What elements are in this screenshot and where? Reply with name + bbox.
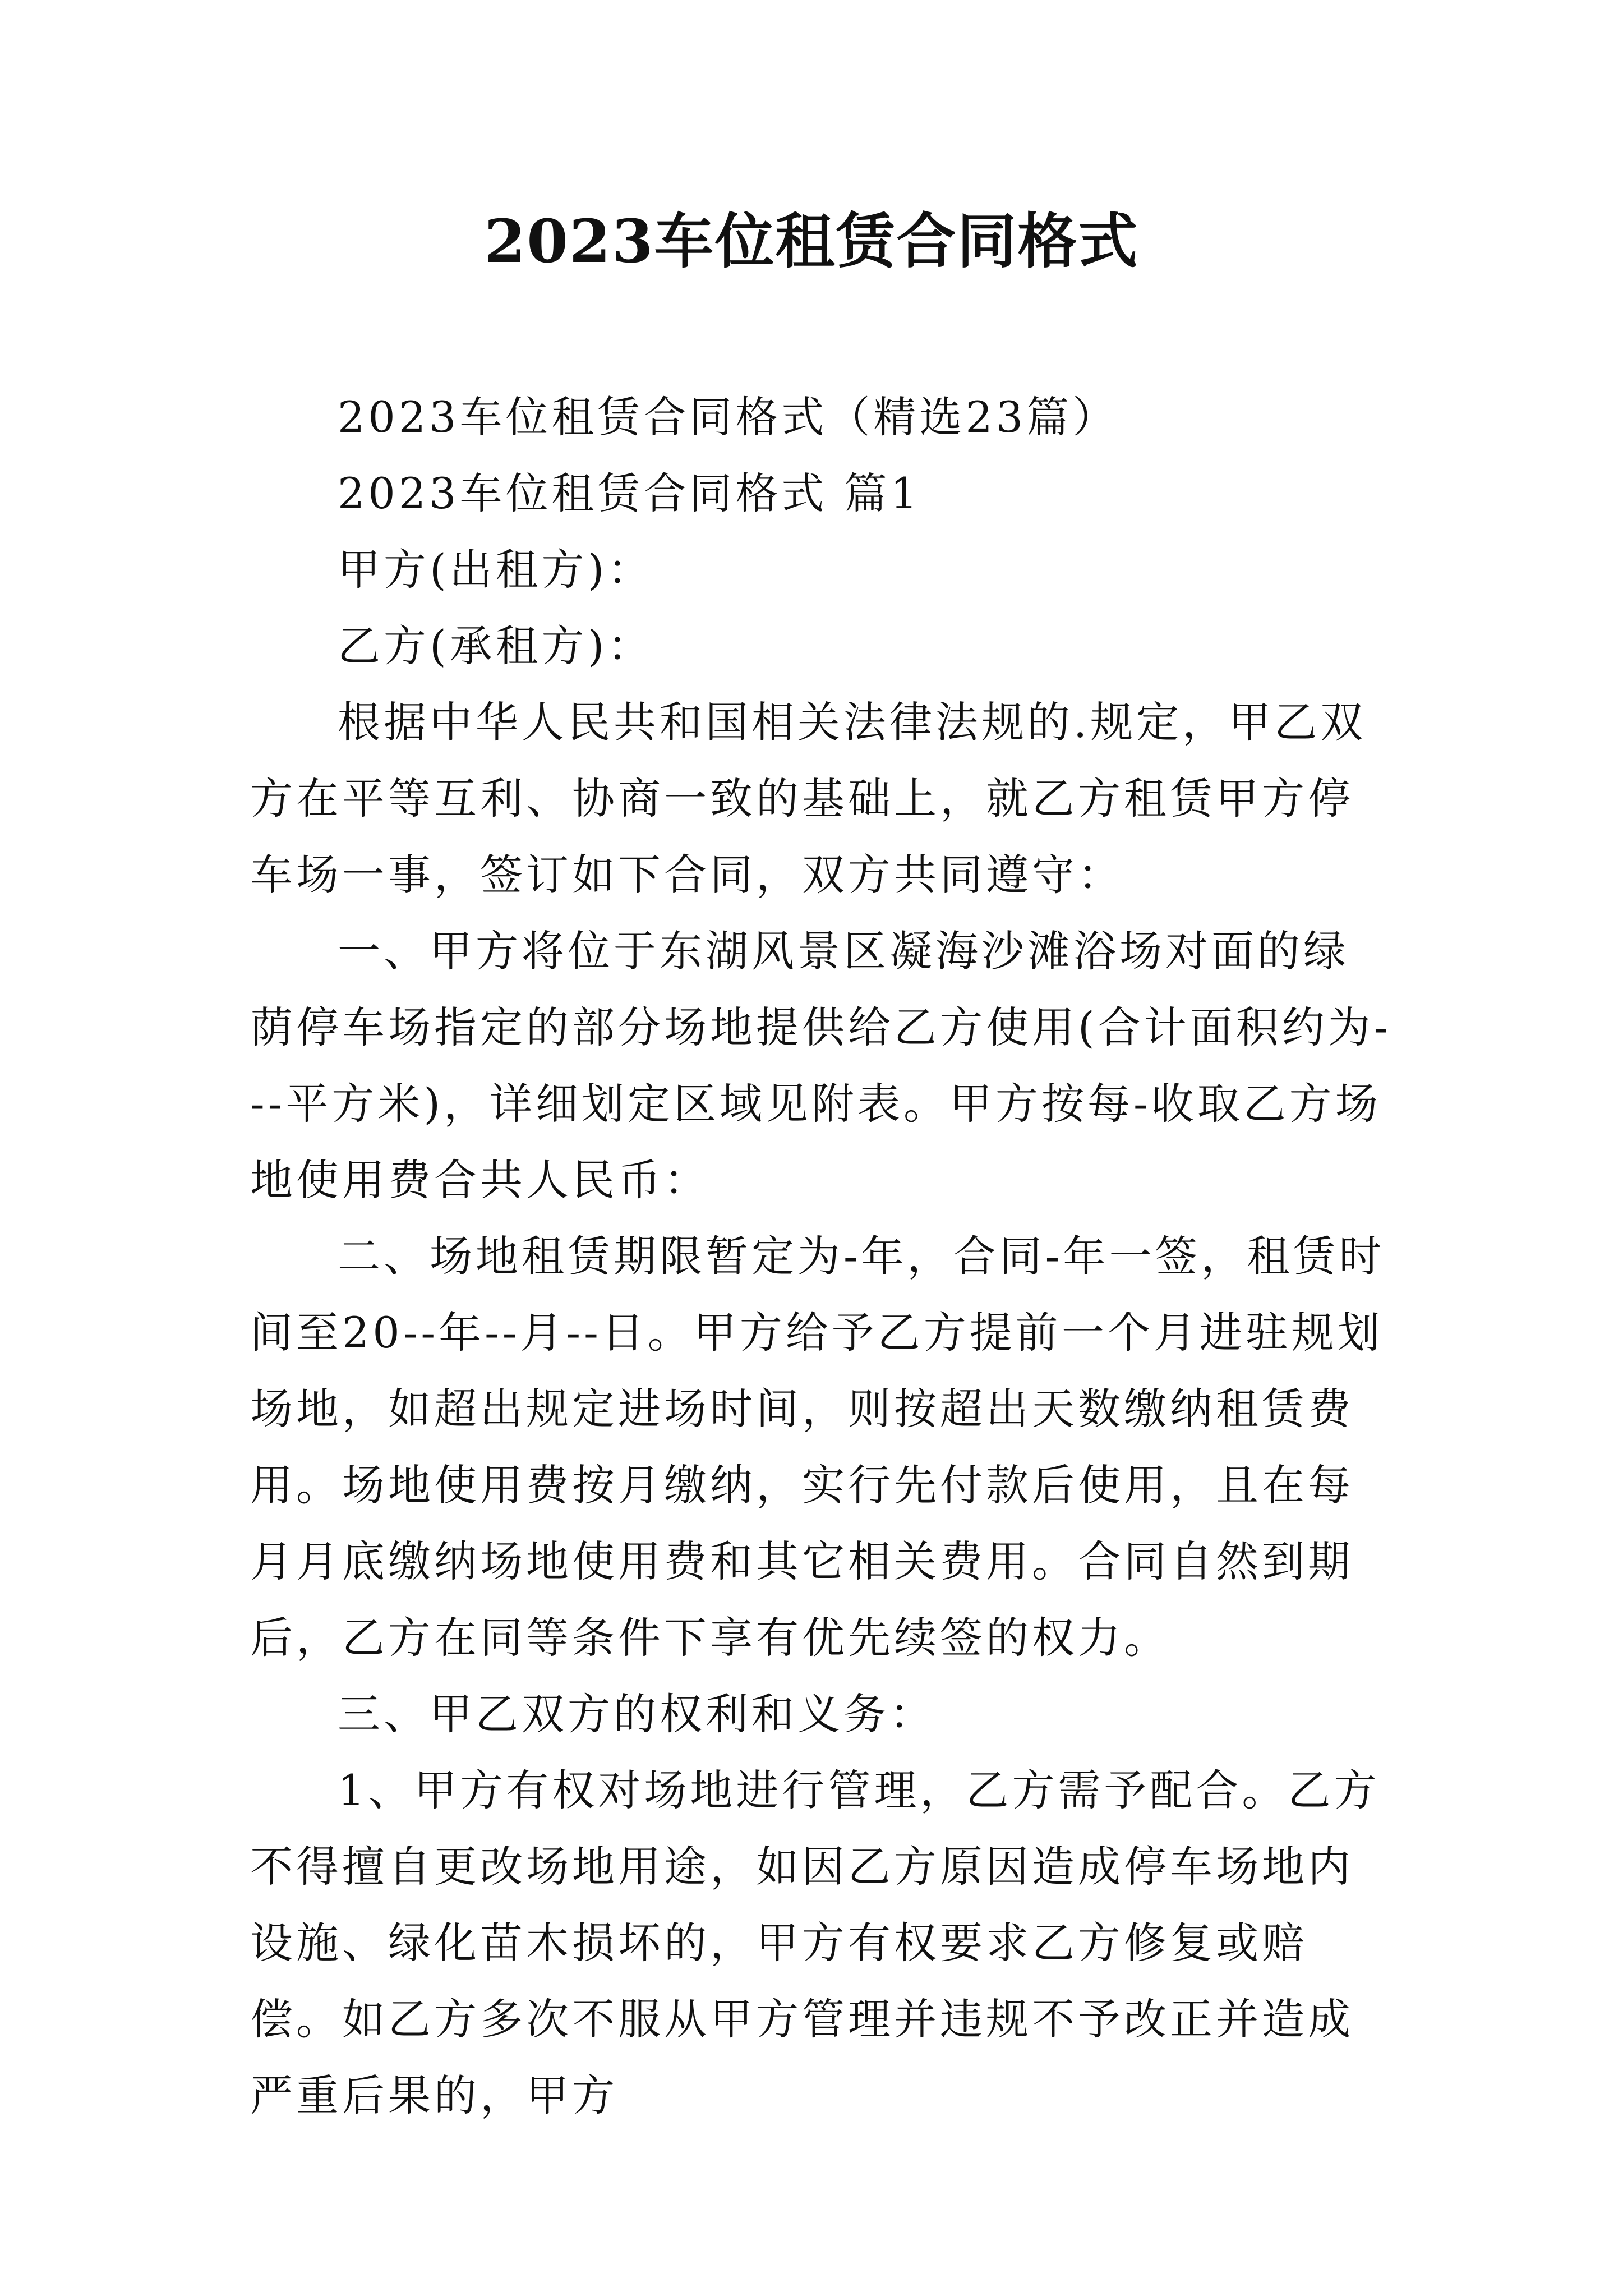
- document-body: [250, 379, 1394, 2134]
- paragraph-clause-3-item-1: 1、甲方有权对场地进行管理，乙方需予配合。乙方不得擅自更改场地用途，如因乙方原因造成停车场地内设施、绿化苗木损坏的，甲方有权要求乙方修复或赔偿。如乙方多次不服从甲方管理并违规不予改正并造成严重后果的，甲方: [250, 1765, 1380, 2120]
- paragraph-article-heading: 2023车位租赁合同格式 篇1: [338, 468, 921, 518]
- paragraph-collection-title: 2023车位租赁合同格式（精选23篇）: [338, 392, 1119, 442]
- paragraph-preamble: 根据中华人民共和国相关法律法规的.规定，甲乙双方在平等互利、协商一致的基础上，就乙方租赁甲方停车场一事，签订如下合同，双方共同遵守：: [250, 697, 1367, 900]
- paragraph-clause-2: 二、场地租赁期限暂定为-年，合同-年一签，租赁时间至20--年--月--日。甲方给予乙方提前一个月进驻规划场地，如超出规定进场时间，则按超出天数缴纳租赁费用。场地使用费按月缴纳，实行先付款后使用，且在每月月底缴纳场地使用费和其它相关费用。合同自然到期后，乙方在同等条件下享有优先续签的权力。: [250, 1231, 1385, 1663]
- paragraph-party-a: 甲方(出租方)：: [338, 545, 654, 595]
- paragraph-party-b: 乙方(承租方)：: [338, 621, 654, 671]
- paragraph-clause-1: 一、甲方将位于东湖风景区凝海沙滩浴场对面的绿荫停车场指定的部分场地提供给乙方使用(合计面积约为---平方米)，详细划定区域见附表。甲方按每-收取乙方场地使用费合共人民币：: [250, 926, 1392, 1205]
- paragraph-clause-3: 三、甲乙双方的权利和义务：: [338, 1689, 935, 1739]
- document-title: 2023车位租赁合同格式: [484, 206, 1139, 276]
